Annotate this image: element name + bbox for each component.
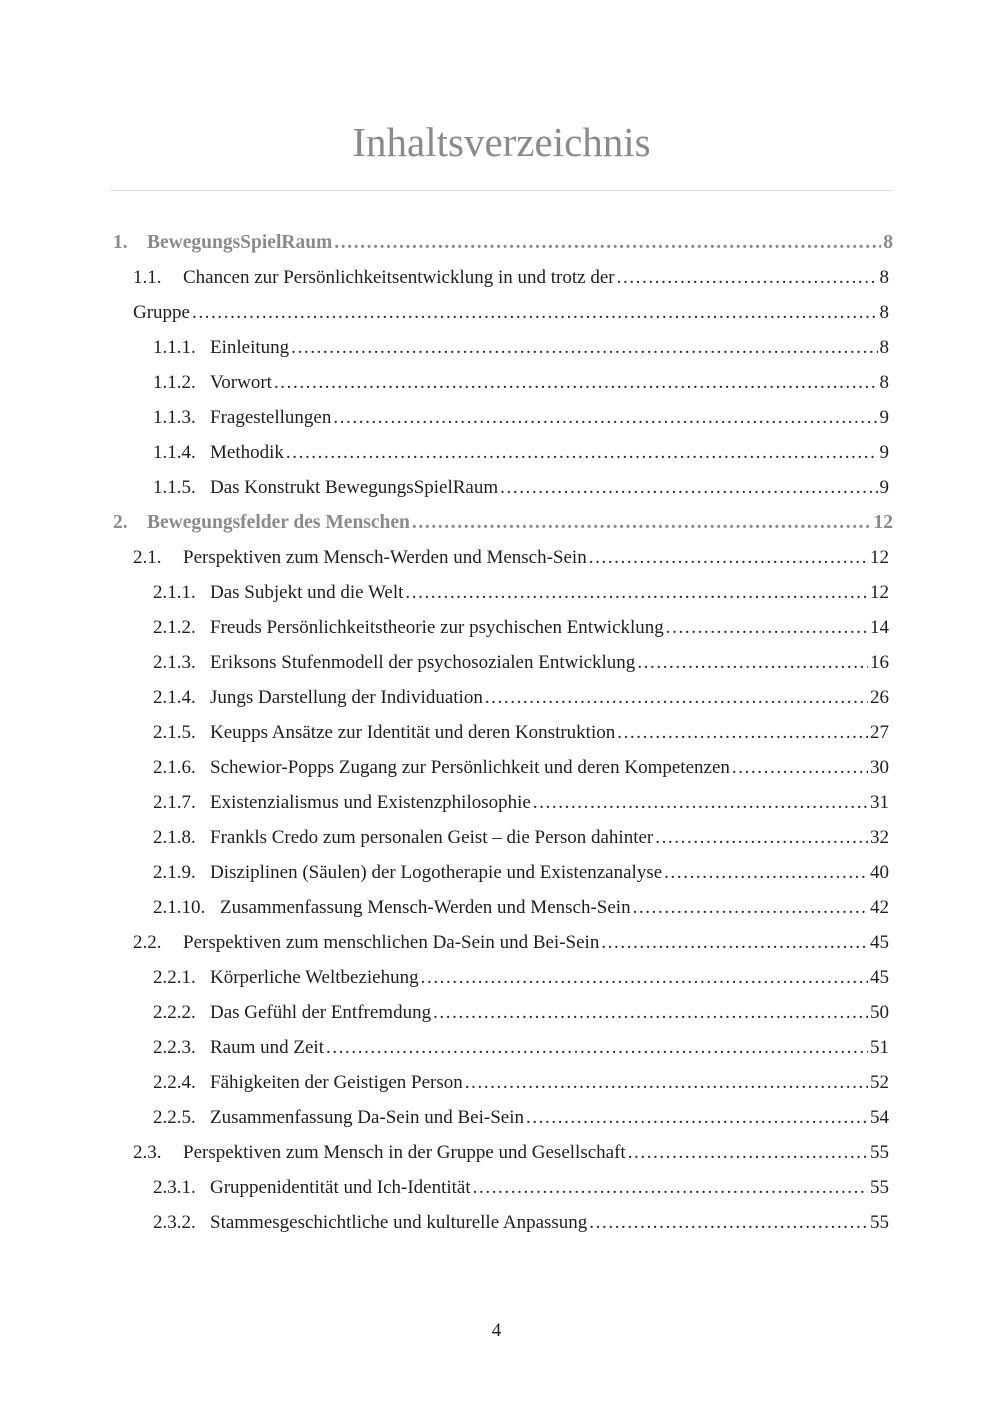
toc-entry-subsection[interactable]: [153, 960, 889, 995]
entry-page: 54: [870, 1107, 889, 1128]
entry-title: Perspektiven zum Mensch in der Gruppe und Gesellschaft: [183, 1142, 626, 1163]
toc-entry-subsection[interactable]: [153, 330, 889, 365]
entry-number: 1.1.5.: [153, 477, 196, 498]
toc-heading: Inhaltsverzeichnis: [352, 119, 651, 165]
toc-entry-subsection[interactable]: [153, 575, 889, 610]
entry-number: 2.1.8.: [153, 827, 196, 848]
entry-number: 2.1.: [133, 547, 162, 568]
entry-title: Bewegungsfelder des Menschen: [147, 512, 410, 533]
entry-number: 1.1.4.: [153, 442, 196, 463]
dot-leader: [192, 295, 878, 330]
entry-number: 2.1.3.: [153, 652, 196, 673]
toc-entry-section[interactable]: [133, 1135, 889, 1170]
entry-number: 1.: [113, 232, 128, 253]
entry-number: 2.3.2.: [153, 1212, 196, 1233]
entry-number: 2.1.7.: [153, 792, 196, 813]
entry-page: 9: [879, 442, 889, 463]
dot-leader: [589, 1205, 868, 1240]
entry-number: 1.1.2.: [153, 372, 196, 393]
entry-number: 2.2.5.: [153, 1107, 196, 1128]
entry-page: 8: [879, 302, 889, 323]
toc-entry-subsection[interactable]: [153, 1030, 889, 1065]
toc-entry-subsection[interactable]: [153, 680, 889, 715]
entry-page: 8: [879, 337, 889, 358]
toc-entry-subsection[interactable]: [153, 995, 889, 1030]
entry-title: Körperliche Weltbeziehung: [210, 967, 419, 988]
entry-page: 50: [870, 1002, 889, 1023]
toc-entry-subsection[interactable]: [153, 610, 889, 645]
entry-page: 40: [870, 862, 889, 883]
dot-leader: [601, 925, 868, 960]
entry-title: Einleitung: [210, 337, 290, 358]
entry-title: Chancen zur Persönlichkeitsentwicklung in und trotz der: [183, 267, 615, 288]
toc-entry-chapter[interactable]: [113, 505, 893, 540]
dot-leader: [628, 1135, 868, 1170]
entry-title: Perspektiven zum Mensch-Werden und Mensch-Sein: [183, 547, 587, 568]
entry-title: Stammesgeschichtliche und kulturelle Anpassung: [210, 1212, 588, 1233]
toc-entry-subsection[interactable]: [153, 785, 889, 820]
dot-leader: [291, 330, 877, 365]
entry-number: 2.1.9.: [153, 862, 196, 883]
entry-number: 1.1.3.: [153, 407, 196, 428]
entry-page: 32: [870, 827, 889, 848]
entry-number: 2.2.2.: [153, 1002, 196, 1023]
dot-leader: [473, 1170, 868, 1205]
dot-leader: [732, 750, 868, 785]
entry-page: 52: [870, 1072, 889, 1093]
dot-leader: [485, 680, 868, 715]
dot-leader: [617, 260, 878, 295]
entry-number: 2.2.1.: [153, 967, 196, 988]
entry-page: 14: [870, 617, 889, 638]
dot-leader: [637, 645, 868, 680]
dot-leader: [589, 540, 868, 575]
entry-title: Zusammenfassung Mensch-Werden und Mensch-Sein: [220, 897, 631, 918]
entry-title: Frankls Credo zum personalen Geist – die Person dahinter: [210, 827, 654, 848]
entry-number: 2.2.: [133, 932, 162, 953]
entry-title: Das Subjekt und die Welt: [210, 582, 404, 603]
entry-title: Raum und Zeit: [210, 1037, 324, 1058]
entry-title: Freuds Persönlichkeitstheorie zur psychischen Entwicklung: [210, 617, 664, 638]
entry-title: Fähigkeiten der Geistigen Person: [210, 1072, 463, 1093]
entry-title: BewegungsSpielRaum: [147, 232, 333, 253]
dot-leader: [421, 960, 868, 995]
entry-title: Vorwort: [210, 372, 272, 393]
entry-page: 45: [870, 967, 889, 988]
toc-entry-subsection[interactable]: [153, 750, 889, 785]
entry-page: 9: [879, 407, 889, 428]
dot-leader: [633, 890, 868, 925]
entry-title: Fragestellungen: [210, 407, 332, 428]
entry-number: 2.: [113, 512, 128, 533]
heading-divider: [110, 190, 893, 191]
entry-page: 45: [870, 932, 889, 953]
entry-number: 2.1.4.: [153, 687, 196, 708]
entry-page: 42: [870, 897, 889, 918]
dot-leader: [664, 855, 868, 890]
dot-leader: [533, 785, 868, 820]
entry-number: 2.2.4.: [153, 1072, 196, 1093]
dot-leader: [655, 820, 868, 855]
entry-number: 2.1.6.: [153, 757, 196, 778]
entry-page: 16: [870, 652, 889, 673]
entry-title: Jungs Darstellung der Individuation: [210, 687, 483, 708]
dot-leader: [500, 470, 877, 505]
toc-entry-subsection[interactable]: [153, 435, 889, 470]
entry-number: 2.3.: [133, 1142, 162, 1163]
entry-title: Existenzialismus und Existenzphilosophie: [210, 792, 531, 813]
dot-leader: [617, 715, 868, 750]
dot-leader: [526, 1100, 868, 1135]
entry-title: Gruppenidentität und Ich-Identität: [210, 1177, 471, 1198]
entry-page: 12: [870, 582, 889, 603]
dot-leader: [333, 400, 877, 435]
dot-leader: [274, 365, 878, 400]
toc-entry-subsection[interactable]: [153, 715, 889, 750]
toc-entry-section[interactable]: [133, 925, 889, 960]
dot-leader: [405, 575, 868, 610]
entry-page: 55: [870, 1212, 889, 1233]
entry-title: Disziplinen (Säulen) der Logotherapie und Existenzanalyse: [210, 862, 663, 883]
entry-page: 30: [870, 757, 889, 778]
toc-entry-subsection[interactable]: [153, 890, 889, 925]
entry-number: 2.1.5.: [153, 722, 196, 743]
toc-entry-subsection[interactable]: [153, 1100, 889, 1135]
entry-number: 2.1.1.: [153, 582, 196, 603]
toc-entry-subsection[interactable]: [153, 1065, 889, 1100]
entry-number: 2.1.10.: [153, 897, 206, 918]
entry-title: Zusammenfassung Da-Sein und Bei-Sein: [210, 1107, 524, 1128]
dot-leader: [666, 610, 868, 645]
entry-number: 2.3.1.: [153, 1177, 196, 1198]
toc-entry-subsection[interactable]: [153, 1205, 889, 1240]
entry-page: 8: [883, 232, 893, 253]
toc-entry-subsection[interactable]: [153, 365, 889, 400]
entry-page: 9: [879, 477, 889, 498]
dot-leader: [412, 505, 872, 540]
entry-page: 55: [870, 1142, 889, 1163]
entry-title: Schewior-Popps Zugang zur Persönlichkeit und deren Kompetenzen: [210, 757, 730, 778]
toc-entry-section[interactable]: [133, 295, 889, 330]
page-number: 4: [491, 1320, 502, 1341]
entry-page: 31: [870, 792, 889, 813]
toc-entry-chapter[interactable]: [113, 225, 893, 260]
entry-title: Methodik: [210, 442, 284, 463]
entry-number: 2.1.2.: [153, 617, 196, 638]
dot-leader: [433, 995, 868, 1030]
toc-entry-subsection[interactable]: [153, 400, 889, 435]
entry-page: 8: [879, 267, 889, 288]
entry-page: 55: [870, 1177, 889, 1198]
dot-leader: [286, 435, 878, 470]
entry-title: Keupps Ansätze zur Identität und deren Konstruktion: [210, 722, 616, 743]
toc-entry-subsection[interactable]: [153, 645, 889, 680]
entry-page: 27: [870, 722, 889, 743]
dot-leader: [465, 1065, 868, 1100]
entry-title: Das Konstrukt BewegungsSpielRaum: [210, 477, 499, 498]
entry-title: Das Gefühl der Entfremdung: [210, 1002, 432, 1023]
entry-page: 12: [873, 512, 893, 533]
entry-page: 8: [879, 372, 889, 393]
entry-page: 12: [870, 547, 889, 568]
toc-entry-subsection[interactable]: [153, 855, 889, 890]
entry-page: 26: [870, 687, 889, 708]
entry-number: 1.1.: [133, 267, 162, 288]
toc-entry-section[interactable]: [133, 260, 889, 295]
toc-entry-subsection[interactable]: [153, 820, 889, 855]
dot-leader: [326, 1030, 868, 1065]
entry-number: 1.1.1.: [153, 337, 196, 358]
entry-page: 51: [870, 1037, 889, 1058]
entry-number: 2.2.3.: [153, 1037, 196, 1058]
toc-entry-subsection[interactable]: [153, 1170, 889, 1205]
entry-title: Gruppe: [133, 302, 190, 323]
toc-entry-section[interactable]: [133, 540, 889, 575]
dot-leader: [334, 225, 881, 260]
entry-title: Perspektiven zum menschlichen Da-Sein und Bei-Sein: [183, 932, 600, 953]
entry-title: Eriksons Stufenmodell der psychosozialen Entwicklung: [210, 652, 636, 673]
toc-entry-subsection[interactable]: [153, 470, 889, 505]
